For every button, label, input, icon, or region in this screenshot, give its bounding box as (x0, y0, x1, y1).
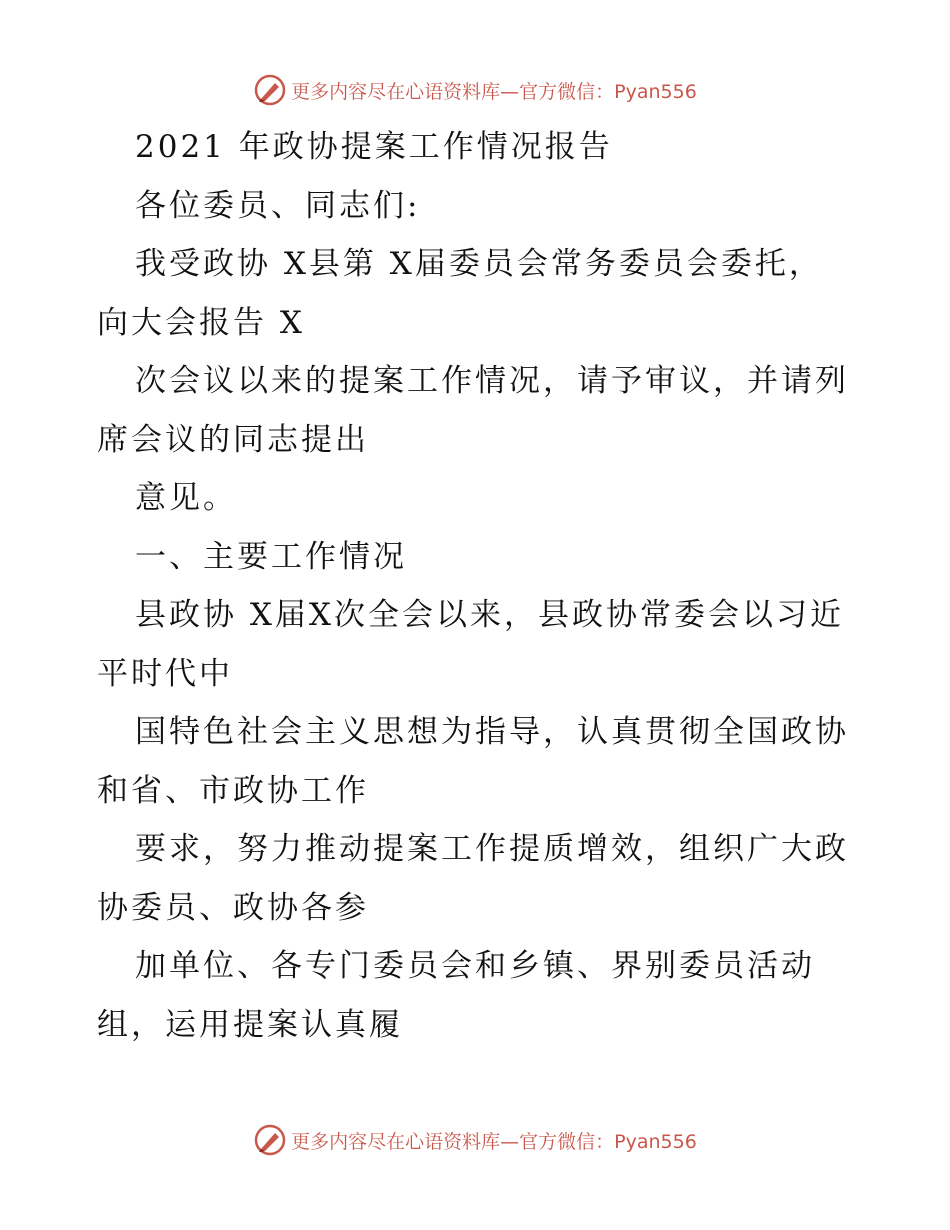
text-line: 2021 年政协提案工作情况报告 (135, 129, 613, 165)
text-line: 向大会报告 X (97, 304, 305, 341)
footer-watermark (0, 1120, 950, 1160)
header-watermark-text: 更多内容尽在心语资料库—官方微信：Pyan556 (291, 80, 697, 103)
text-line: 平时代中 (97, 655, 233, 692)
text-line: 一、主要工作情况 (135, 538, 407, 575)
text-line: 各位委员、同志们: (135, 187, 421, 224)
pen-logo-icon (253, 1123, 287, 1157)
pen-logo-icon (253, 73, 287, 107)
text-line: 加单位、各专门委员会和乡镇、界别委员活动 (135, 948, 815, 984)
text-line: 席会议的同志提出 (97, 421, 369, 458)
text-line: 县政协 X届X次全会以来，县政协常委会以习近 (135, 597, 844, 633)
text-line: 要求，努力推动提案工作提质增效，组织广大政 (135, 831, 849, 867)
text-line: 国特色社会主义思想为指导，认真贯彻全国政协 (135, 714, 849, 750)
text-line: 次会议以来的提案工作情况，请予审议，并请列 (135, 363, 849, 399)
header-watermark (0, 70, 950, 110)
footer-watermark-text: 更多内容尽在心语资料库—官方微信：Pyan556 (291, 1130, 697, 1153)
text-line: 组，运用提案认真履 (97, 1006, 403, 1043)
text-line: 和省、市政协工作 (97, 772, 369, 809)
text-line: 意见。 (135, 480, 237, 516)
text-line: 协委员、政协各参 (97, 889, 369, 926)
text-line: 我受政协 X县第 X届委员会常务委员会委托， (135, 246, 823, 282)
document-body (97, 118, 867, 1054)
